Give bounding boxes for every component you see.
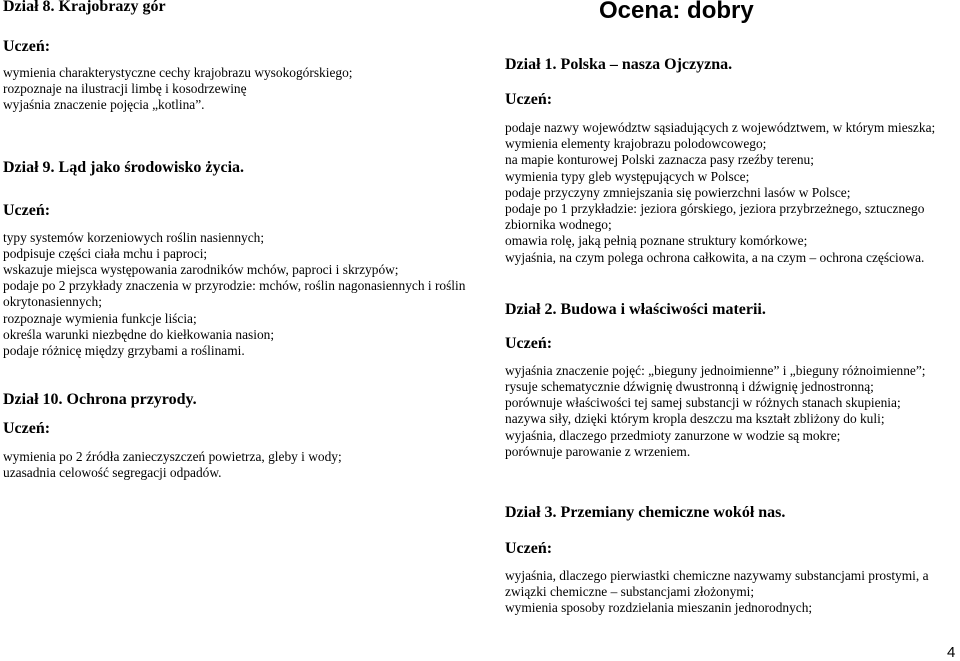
page-number: 4 xyxy=(947,644,956,661)
list-item: porównuje parowanie z wrzeniem. xyxy=(505,443,691,459)
list-item: podaje po 2 przykłady znaczenia w przyrodzie: mchów, roślin nagonasiennych i roślin okrytonasiennych; xyxy=(3,278,466,310)
list-item: typy systemów korzeniowych roślin nasiennych; xyxy=(3,229,265,245)
list-item: omawia rolę, jaką pełnią poznane struktury komórkowe; xyxy=(505,233,808,249)
list-item: wskazuje miejsca występowania zarodników mchów, paproci i skrzypów; xyxy=(3,262,399,278)
item-list xyxy=(505,120,955,266)
list-item: wymienia sposoby rozdzielania mieszanin jednorodnych; xyxy=(505,600,813,616)
grade-title: Ocena: dobry xyxy=(599,0,754,24)
list-item: uzasadnia celowość segregacji odpadów. xyxy=(3,465,222,481)
list-item: podaje przyczyny zmniejszania się powierzchni lasów w Polsce; xyxy=(505,184,851,200)
section-dzial-1 xyxy=(505,56,955,266)
section-heading: Dział 1. Polska – nasza Ojczyzna. xyxy=(505,56,733,73)
section-heading: Dział 8. Krajobrazy gór xyxy=(3,0,166,15)
item-list xyxy=(505,568,955,617)
uczen-label: Uczeń: xyxy=(3,420,51,438)
item-list xyxy=(3,230,473,360)
right-column xyxy=(505,0,955,617)
uczen-label: Uczeń: xyxy=(505,540,553,558)
section-dzial-8 xyxy=(3,0,473,114)
section-dzial-9 xyxy=(3,159,473,360)
item-list xyxy=(505,363,955,460)
section-heading: Dział 9. Ląd jako środowisko życia. xyxy=(3,158,245,176)
list-item: określa warunki niezbędne do kiełkowania nasion; xyxy=(3,326,275,342)
list-item: wyjaśnia, dlaczego przedmioty zanurzone w wodzie są mokre; xyxy=(505,427,841,443)
uczen-label: Uczeń: xyxy=(505,91,553,108)
section-dzial-3 xyxy=(505,504,955,617)
section-heading: Dział 2. Budowa i właściwości materii. xyxy=(505,300,766,318)
list-item: podaje nazwy województw sąsiadujących z województwem, w którym mieszka; xyxy=(505,120,936,135)
list-item: nazywa siły, dzięki którym kropla deszczu ma kształt zbliżony do kuli; xyxy=(505,411,885,427)
section-heading: Dział 3. Przemiany chemiczne wokół nas. xyxy=(505,504,786,522)
uczen-label: Uczeń: xyxy=(3,201,51,219)
left-column xyxy=(3,0,473,482)
list-item: wyjaśnia, na czym polega ochrona całkowita, a na czym – ochrona częściowa. xyxy=(505,249,925,265)
list-item: wyjaśnia, dlaczego pierwiastki chemiczne nazywamy substancjami prostymi, a związki chemiczne – substancjami złożonymi; xyxy=(505,568,929,600)
list-item: rozpoznaje na ilustracji limbę i kosodrzewinę xyxy=(3,81,247,97)
list-item: podaje różnicę między grzybami a roślinami. xyxy=(3,343,245,359)
list-item: na mapie konturowej Polski zaznacza pasy rzeźby terenu; xyxy=(505,152,814,168)
list-item: rozpoznaje wymienia funkcje liścia; xyxy=(3,310,197,326)
section-dzial-2 xyxy=(505,301,955,460)
list-item: wymienia elementy krajobrazu polodowcowego; xyxy=(505,136,767,152)
list-item: wymienia typy gleb występujących w Polsce; xyxy=(505,168,750,184)
uczen-label: Uczeń: xyxy=(505,334,553,352)
item-list xyxy=(3,65,473,114)
list-item: wymienia po 2 źródła zanieczyszczeń powietrza, gleby i wody; xyxy=(3,449,342,465)
item-list xyxy=(3,449,473,481)
list-item: podpisuje części ciała mchu i paproci; xyxy=(3,245,208,261)
uczen-label: Uczeń: xyxy=(3,38,51,55)
list-item: podaje po 1 przykładzie: jeziora górskiego, jeziora przybrzeżnego, sztucznego zbiornika wodnego; xyxy=(505,201,925,233)
list-item: wyjaśnia znaczenie pojęć: „bieguny jednoimienne” i „bieguny różnoimienne”; xyxy=(505,362,926,378)
list-item: wymienia charakterystyczne cechy krajobrazu wysokogórskiego; xyxy=(3,65,353,80)
list-item: rysuje schematycznie dźwignię dwustronną i dźwignię jednostronną; xyxy=(505,379,874,395)
section-heading: Dział 10. Ochrona przyrody. xyxy=(3,391,197,409)
list-item: wyjaśnia znaczenie pojęcia „kotlina”. xyxy=(3,97,205,113)
list-item: porównuje właściwości tej samej substancji w różnych stanach skupienia; xyxy=(505,395,901,411)
section-dzial-10 xyxy=(3,391,473,481)
